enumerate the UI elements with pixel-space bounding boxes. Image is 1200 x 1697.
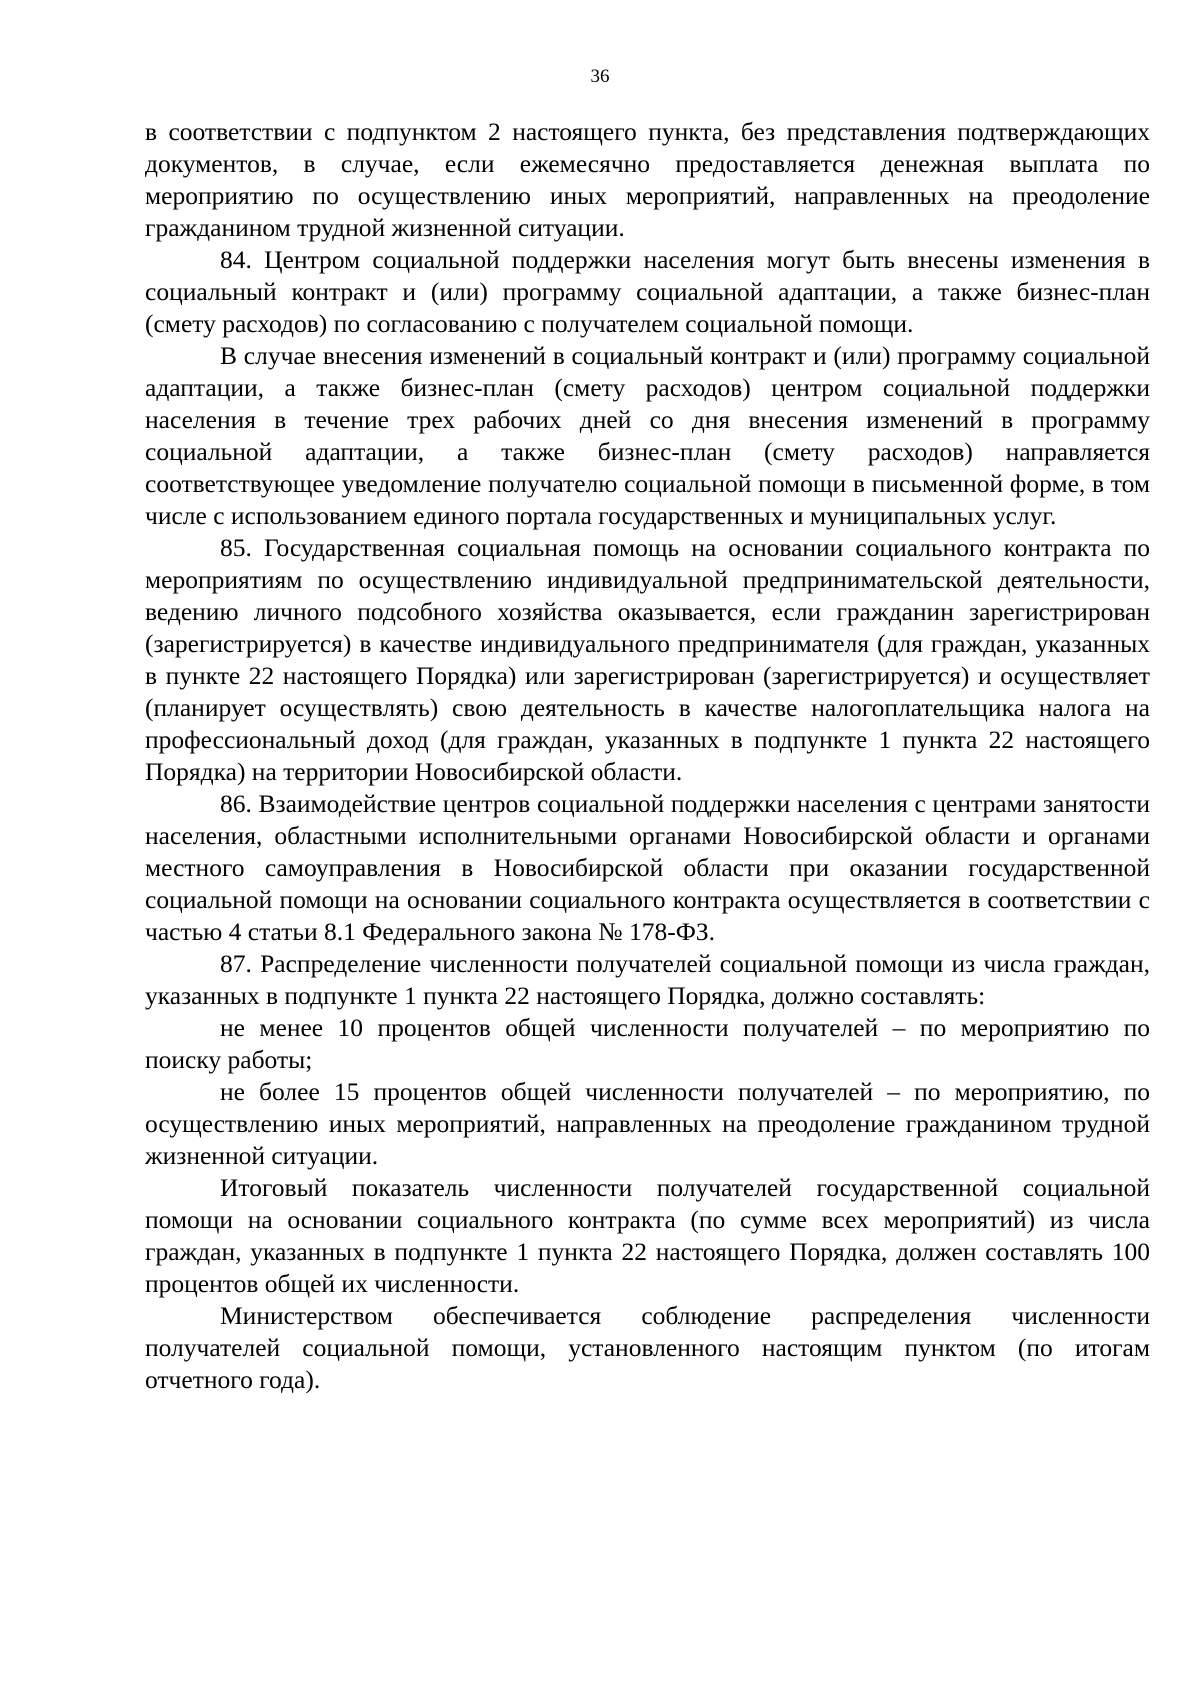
paragraph-87-total: Итоговый показатель численности получателей государственной социальной помощи на основании социального контракта (по сумме всех мероприятий) из числа граждан, указанных в подпункте 1 пункта 22 настоящего Порядка, должен составлять 100 процентов общей их численности. (145, 1173, 1150, 1298)
paragraph-87-ministry: Министерством обеспечивается соблюдение распределения численности получателей социальной помощи, установленного настоящим пунктом (по итогам отчетного года). (145, 1301, 1150, 1394)
page-number: 36 (590, 66, 610, 87)
paragraph-84-amendments: В случае внесения изменений в социальный контракт и (или) программу социальной адаптации, а также бизнес-план (смету расходов) центром социальной поддержки населения в течение трех рабочих дней со дня внесения изменений в программу социальной адаптации, а также бизнес-план (смету расходов) направляется соответствующее уведомление получателю социальной помощи в письменной форме, в том числе с использованием единого портала государственных и муниципальных услуг. (145, 341, 1150, 530)
paragraph-85: 85. Государственная социальная помощь на основании социального контракта по мероприятиям по осуществлению индивидуальной предпринимательской деятельности, ведению личного подсобного хозяйства оказывается, если гражданин зарегистрирован (зарегистрируется) в качестве индивидуального предпринимателя (для граждан, указанных в пункте 22 настоящего Порядка) или зарегистрирован (зарегистрируется) и осуществляет (планирует осуществлять) свою деятельность в качестве налогоплательщика налога на профессиональный доход (для граждан, указанных в подпункте 1 пункта 22 настоящего Порядка) на территории Новосибирской области. (145, 533, 1150, 786)
paragraph-87-other-measures: не более 15 процентов общей численности получателей – по мероприятию, по осуществлению иных мероприятий, направленных на преодоление гражданином трудной жизненной ситуации. (145, 1077, 1150, 1170)
paragraph-86: 86. Взаимодействие центров социальной поддержки населения с центрами занятости населения, областными исполнительными органами Новосибирской области и органами местного самоуправления в Новосибирской области при оказании государственной социальной помощи на основании социального контракта осуществляется в соответствии с частью 4 статьи 8.1 Федерального закона № 178-ФЗ. (145, 789, 1150, 946)
paragraph-87-job-search: не менее 10 процентов общей численности получателей – по мероприятию по поиску работы; (145, 1013, 1150, 1074)
document-body (145, 116, 1150, 1396)
paragraph-87: 87. Распределение численности получателей социальной помощи из числа граждан, указанных в подпункте 1 пункта 22 настоящего Порядка, должно составлять: (145, 949, 1150, 1010)
paragraph-continuation: в соответствии с подпунктом 2 настоящего пункта, без представления подтверждающих документов, в случае, если ежемесячно предоставляется денежная выплата по мероприятию по осуществлению иных мероприятий, направленных на преодоление гражданином трудной жизненной ситуации. (145, 117, 1150, 242)
paragraph-84: 84. Центром социальной поддержки населения могут быть внесены изменения в социальный контракт и (или) программу социальной адаптации, а также бизнес-план (смету расходов) по согласованию с получателем социальной помощи. (145, 245, 1150, 338)
